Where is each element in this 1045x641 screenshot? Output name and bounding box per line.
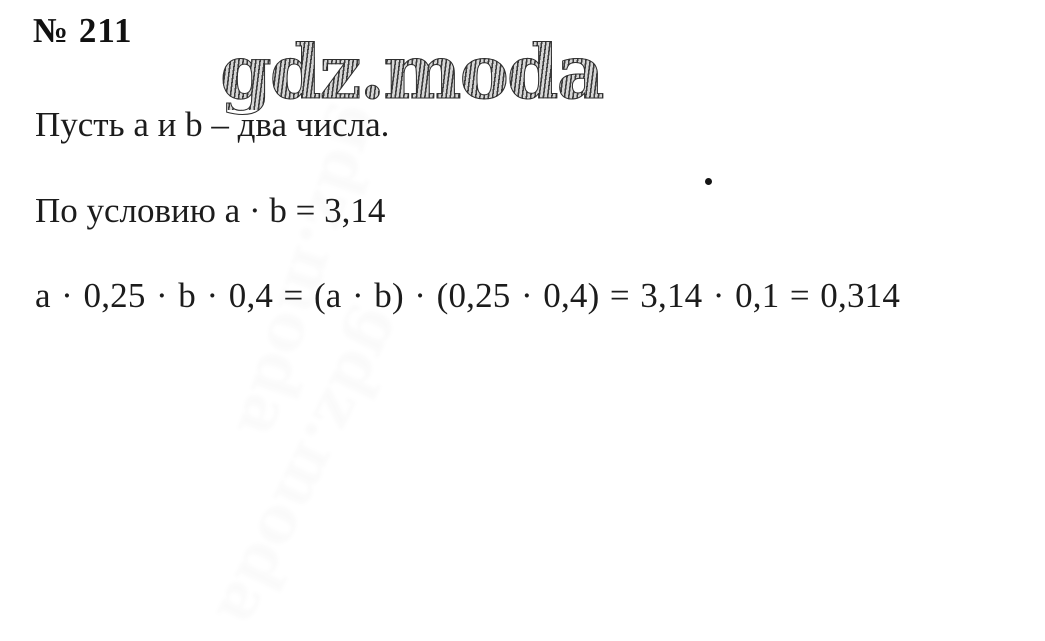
faint-ghost-watermark [222, 97, 400, 448]
problem-number: № 211 [33, 11, 133, 50]
faint-ghost-watermark [201, 297, 420, 640]
solution-line-calculation: a · 0,25 · b · 0,4 = (a · b) · (0,25 · 0,4) = 3,14 · 0,1 = 0,314 [35, 276, 901, 315]
stray-ink-dot [705, 178, 712, 185]
gdz-moda-watermark-logo: gdz.moda [220, 30, 603, 116]
solution-line-condition: По условию a · b = 3,14 [35, 191, 386, 230]
solution-line-given: Пусть а и b – два числа. [35, 105, 390, 144]
